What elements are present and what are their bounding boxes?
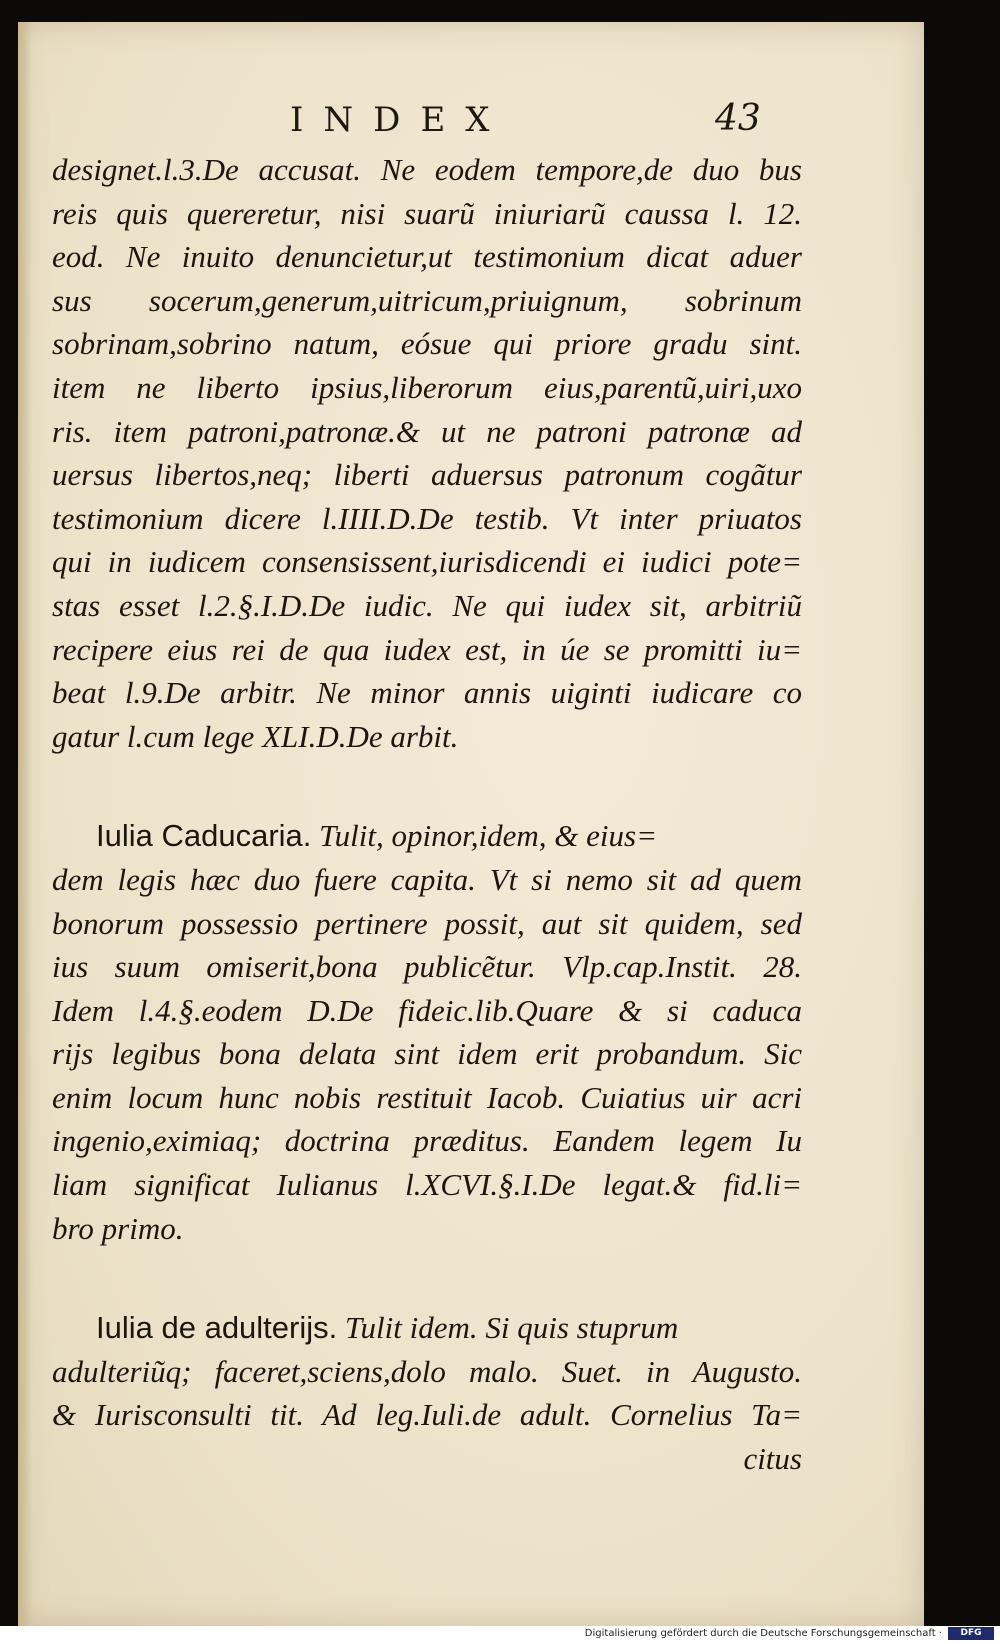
- text-line: item ne liberto ipsius,liberorum eius,parentũ,uiri,uxo: [52, 369, 802, 405]
- running-title: INDEX: [290, 100, 510, 140]
- text-line: uersus libertos,neq; liberti aduersus patronum cogãtur: [52, 457, 802, 493]
- text-line: qui in iudicem consensissent,iurisdicendi ei iudici pote=: [52, 544, 802, 580]
- page-number: 43: [715, 98, 761, 139]
- text-line: reis quis quereretur, nisi suarũ iniuriarũ caussa l. 12.: [52, 195, 802, 231]
- text-line: designet.l.3.De accusat. Ne eodem tempore,de duo bus: [52, 152, 802, 187]
- text-line: ris. item patroni,patronæ.& ut ne patroni patronæ ad: [52, 413, 802, 449]
- text-line: eod. Ne inuito denuncietur,ut testimonium dicat aduer: [52, 239, 802, 275]
- text-span: Tulit, opinor,idem, & eius=: [311, 818, 657, 854]
- catchword: citus: [743, 1441, 802, 1477]
- text-line: Idem l.4.§.eodem D.De fideic.lib.Quare & si caduca: [52, 992, 802, 1028]
- text-line: ingenio,eximiaq; doctrina præditus. Eandem legem Iu: [52, 1123, 802, 1159]
- text-line: beat l.9.De arbitr. Ne minor annis uiginti iudicare co: [52, 675, 802, 711]
- index-text: [52, 148, 802, 1481]
- page-gutter: [18, 22, 32, 1626]
- text-line: enim locum hunc nobis restituit Iacob. Cuiatius uir acri: [52, 1079, 802, 1115]
- text-line: adulteriũq; faceret,sciens,dolo malo. Suet. in Augusto.: [52, 1353, 802, 1389]
- text-span: Tulit idem. Si quis stuprum: [337, 1310, 679, 1346]
- text-line: ius suum omiserit,bona publicẽtur. Vlp.cap.Instit. 28.: [52, 949, 802, 985]
- paragraph-gap: [52, 758, 802, 814]
- text-line: dem legis hæc duo fuere capita. Vt si nemo sit ad quem: [52, 861, 802, 897]
- index-entry-adulterijs: [52, 1306, 802, 1480]
- text-line: & Iurisconsulti tit. Ad leg.Iuli.de adult. Cornelius Ta=: [52, 1397, 802, 1433]
- text-line: bro primo.: [52, 1210, 184, 1246]
- text-line: stas esset l.2.§.I.D.De iudic. Ne qui iudex sit, arbitriũ: [52, 587, 802, 623]
- text-line: gatur l.cum lege XLI.D.De arbit.: [52, 718, 459, 754]
- text-line: recipere eius rei de qua iudex est, in úe se promitti iu=: [52, 631, 802, 667]
- paragraph-gap: [52, 1250, 802, 1306]
- index-entry-paragraph: [52, 148, 802, 758]
- text-line: bonorum possessio pertinere possit, aut sit quidem, sed: [52, 905, 802, 941]
- entry-title: Iulia de adulterijs.: [96, 1310, 338, 1346]
- index-entry-caducaria: [52, 814, 802, 1250]
- page-header: [270, 100, 770, 150]
- text-line: testimonium dicere l.IIII.D.De testib. Vt inter priuatos: [52, 500, 802, 536]
- digitization-credit: Digitalisierung gefördert durch die Deutsche Forschungsgemeinschaft ·: [584, 1628, 942, 1639]
- dfg-logo: DFG: [948, 1627, 994, 1640]
- text-line: [52, 814, 802, 858]
- text-line: [52, 1306, 802, 1350]
- text-line: sobrinam,sobrino natum, eósue qui priore gradu sint.: [52, 326, 802, 362]
- text-line: sus socerum,generum,uitricum,priuignum, sobrinum: [52, 282, 802, 318]
- entry-title: Iulia Caducaria.: [96, 818, 312, 854]
- text-line: liam significat Iulianus l.XCVI.§.I.De legat.& fid.li=: [52, 1167, 802, 1203]
- text-line: rijs legibus bona delata sint idem erit probandum. Sic: [52, 1036, 802, 1072]
